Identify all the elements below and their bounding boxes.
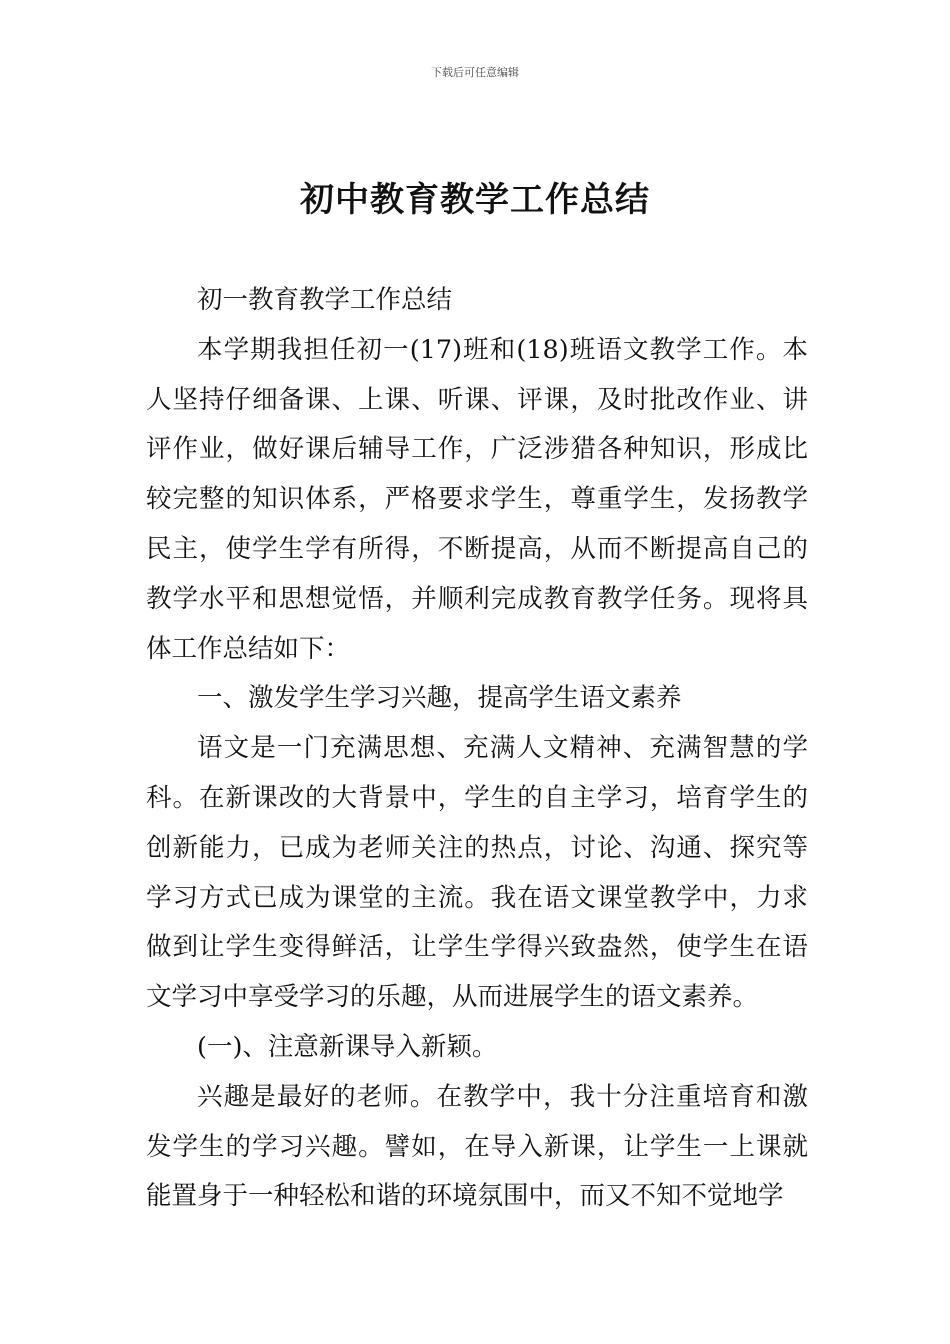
subsection-one-paragraph: 兴趣是最好的老师。在教学中，我十分注重培育和激发学生的学习兴趣。譬如，在导入新课，让学生一上课就能置身于一种轻松和谐的环境氛围中，而又不知不觉地学 bbox=[146, 1081, 808, 1212]
document-title: 初中教育教学工作总结 bbox=[300, 180, 650, 220]
section-heading-summary: 初一教育教学工作总结 bbox=[197, 285, 453, 315]
subsection-heading-one: (一)、注意新课导入新颖。 bbox=[197, 1031, 498, 1062]
section-one-paragraph: 语文是一门充满思想、充满人文精神、充满智慧的学科。在新课改的大背景中，学生的自主学习，培育学生的创新能力，已成为老师关注的热点，讨论、沟通、探究等学习方式已成为课堂的主流。我在语文课堂教学中，力求做到让学生变得鲜活，让学生学得兴致盎然，使学生在语文学习中享受学习的乐趣，从而进展学生的语文素养。 bbox=[146, 733, 808, 1013]
intro-paragraph: 本学期我担任初一(17)班和(18)班语文教学工作。本人坚持仔细备课、上课、听课、评课，及时批改作业、讲评作业，做好课后辅导工作，广泛涉猎各种知识，形成比较完整的知识体系，严格要求学生，尊重学生，发扬教学民主，使学生学有所得，不断提高，从而不断提高自己的教学水平和思想觉悟，并顺利完成教育教学任务。现将具体工作总结如下： bbox=[146, 334, 808, 664]
document-body bbox=[146, 276, 808, 1222]
section-heading-one: 一、激发学生学习兴趣，提高学生语文素养 bbox=[197, 683, 682, 714]
header-note: 下载后可任意编辑 bbox=[431, 66, 519, 79]
